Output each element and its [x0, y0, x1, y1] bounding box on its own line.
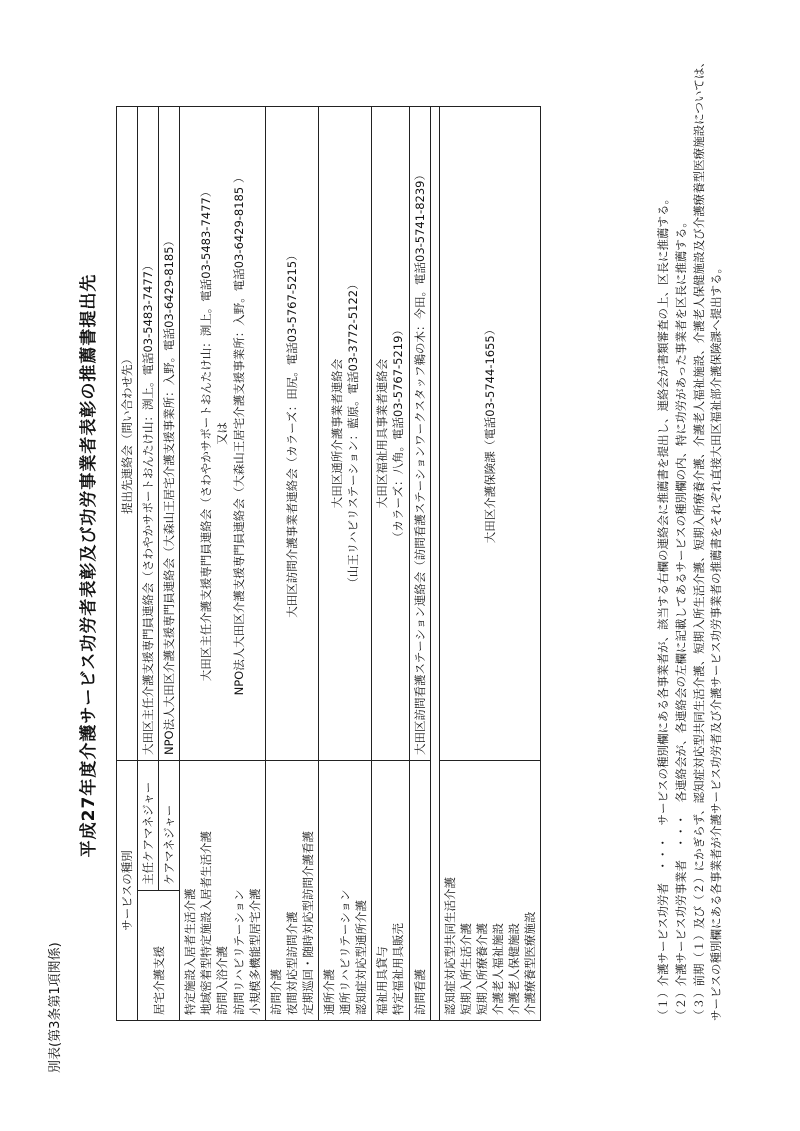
table-gap-cell: [430, 107, 439, 1021]
care-manager-cell: ケアマネジャー: [159, 761, 180, 891]
group3-services: [265, 761, 318, 1021]
document-title: 平成27年度介護サービス功労者表彰及び功労事業者表彰の推薦書提出先: [79, 273, 99, 858]
contact-chief-care-manager: 大田区主任介護支援専門員連絡会（さわやかサポートおんたけ山：渕上。電話03-5483-7477）: [138, 107, 159, 761]
service-item: 短期入所生活介護: [458, 923, 473, 1015]
group5-services: [372, 761, 409, 1021]
table-row: [372, 107, 409, 1021]
note-line: （２）介護サービス功労事業者 ・・・ 各連絡会が、各連絡会の左欄に記載してあるサービスの種別欄の内、特に功労があった事業者を区長に推薦する。: [673, 216, 688, 1021]
home-care-support-cell: 居宅介護支援: [138, 891, 180, 1021]
chief-care-manager-cell: 主任ケアマネジャー: [138, 761, 159, 891]
service-item: 特定施設入居者生活介護: [183, 888, 198, 1015]
service-item: 訪問入浴介護: [215, 946, 230, 1015]
group7-contact: 大田区介護保険課（電話03-5744-1655）: [439, 107, 541, 761]
service-item: 定期巡回・随時対応型訪問介護看護: [300, 831, 315, 1015]
group6-service: 訪問看護: [409, 761, 430, 1021]
table-row: [319, 107, 372, 1021]
group2-services: [180, 761, 265, 1021]
table-gap-row: [430, 107, 439, 1021]
header-service-type: サービスの種別: [117, 761, 138, 1021]
service-item: 介護老人福祉施設: [490, 923, 505, 1015]
group6-contact: 大田区訪問看護ステーション連絡会（訪問看護ステーションワークスタッフ鵜の木：今田。電話03-5741-8239）: [409, 107, 430, 761]
submission-table: [116, 106, 541, 1021]
service-item: 認知症対応型共同生活介護: [442, 877, 457, 1015]
table-row: [180, 107, 265, 1021]
table-row: [409, 107, 430, 1021]
service-item: 福祉用具貸与: [375, 946, 390, 1015]
service-item: 認知症対応型通所介護: [354, 900, 369, 1015]
service-item: 短期入所療養介護: [474, 923, 489, 1015]
service-item: 夜間対応型訪問介護: [284, 911, 299, 1015]
group7-services: [439, 761, 541, 1021]
notes-section: [655, 56, 726, 1021]
service-item: 通所介護: [322, 969, 337, 1015]
contact-line: 大田区主任介護支援専門員連絡会（さわやかサポートおんたけ山：渕上。電話03-5483-7477）: [199, 185, 214, 682]
table-row: [265, 107, 318, 1021]
table-row: [159, 107, 180, 1021]
contact-line: （山王リハビリステーション：藍原。電話03-3772-5122）: [346, 278, 361, 589]
service-item: 地域密着型特定施設入居者生活介護: [199, 831, 214, 1015]
service-item: 特定福祉用具販売: [391, 923, 406, 1015]
note-line: （３）前期（１）及び（２）にかぎらず、認知症対応型共同生活介護、短期入所生活介護、短期入所療養介護、介護老人福祉施設、介護老人保健施設及び介護療養型医療施設については、: [691, 56, 706, 1021]
note-line: サービスの種別欄にある各事業者が介護サービス功労者及び介護サービス功労事業者の推薦書をそれぞれ直接大田区福祉部介護保険課へ提出する。: [709, 262, 724, 1021]
note-line: （１）介護サービス功労者 ・・・ サービスの種別欄にある各事業者が、該当する右欄の連絡会に推薦書を提出し、連絡会が書類審査の上、区長に推薦する。: [656, 193, 670, 1021]
group4-services: [319, 761, 372, 1021]
contact-line: 大田区福祉用具事業者連絡会: [375, 358, 390, 509]
group5-contact: [372, 107, 409, 761]
service-item: 小規模多機能型居宅介護: [247, 888, 262, 1015]
table-header-row: [117, 107, 138, 1021]
document-label: 別表(第3条第1項関係): [48, 942, 63, 1073]
group3-contact: 大田区訪問介護事業者連絡会（カラーズ：田尻。電話03-5767-5215）: [265, 107, 318, 761]
group2-contact: [180, 107, 265, 761]
contact-line: NPO法人大田区介護支援専門員連絡会（大森山王居宅介護支援事業所：入野。電話03-6429-8185 ）: [231, 171, 246, 696]
service-item: 通所リハビリテーション: [338, 889, 353, 1015]
group4-contact: [319, 107, 372, 761]
contact-care-manager: NPO法人大田区介護支援専門員連絡会（大森山王居宅介護支援事業所：入野。電話03-6429-8185）: [159, 107, 180, 761]
table-row: [138, 107, 159, 1021]
service-item: 介護療養型医療施設: [523, 911, 538, 1015]
service-item: 訪問リハビリテーション: [231, 889, 246, 1015]
table-row: [439, 107, 541, 1021]
service-item: 介護老人保健施設: [506, 923, 521, 1015]
contact-or: 又は: [215, 422, 230, 445]
service-item: 訪問介護: [268, 969, 283, 1015]
header-contact: 提出先連絡会（問い合わせ先）: [117, 107, 138, 761]
contact-line: 大田区通所介護事業者連絡会: [330, 358, 345, 509]
contact-line: （カラーズ：八角。電話03-5767-5219）: [391, 324, 406, 543]
